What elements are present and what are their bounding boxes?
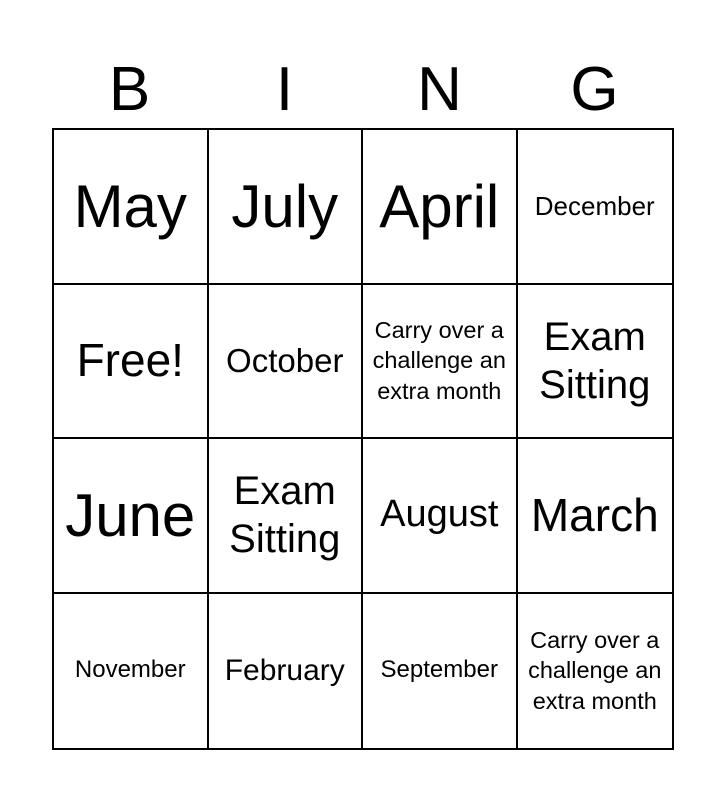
bingo-cell[interactable]: Exam Sitting xyxy=(518,285,673,440)
bingo-cell[interactable]: Carry over a challenge an extra month xyxy=(528,626,662,715)
bingo-cell[interactable]: February xyxy=(209,594,364,749)
bingo-cell[interactable]: December xyxy=(518,130,673,285)
bingo-header xyxy=(52,52,672,128)
bingo-cell[interactable]: May xyxy=(54,130,209,285)
bingo-cell[interactable]: Exam Sitting xyxy=(209,439,364,594)
header-letter-b: B xyxy=(108,55,151,124)
bingo-cell[interactable]: August xyxy=(363,439,518,594)
bingo-cell[interactable]: April xyxy=(363,130,518,285)
bingo-cell[interactable]: March xyxy=(518,439,673,594)
header-letter-g: G xyxy=(570,55,619,124)
bingo-cell[interactable]: June xyxy=(54,439,209,594)
bingo-cell[interactable]: July xyxy=(209,130,364,285)
bingo-cell[interactable]: Carry over a challenge an extra month xyxy=(363,285,518,440)
bingo-cell-free[interactable]: Free! xyxy=(54,285,209,440)
bingo-cell[interactable]: October xyxy=(209,285,364,440)
bingo-cell[interactable]: September xyxy=(363,594,518,749)
header-letter-n: N xyxy=(417,55,462,124)
bingo-cell[interactable]: November xyxy=(54,594,209,749)
bingo-grid xyxy=(52,128,674,750)
header-letter-i: I xyxy=(275,55,294,124)
